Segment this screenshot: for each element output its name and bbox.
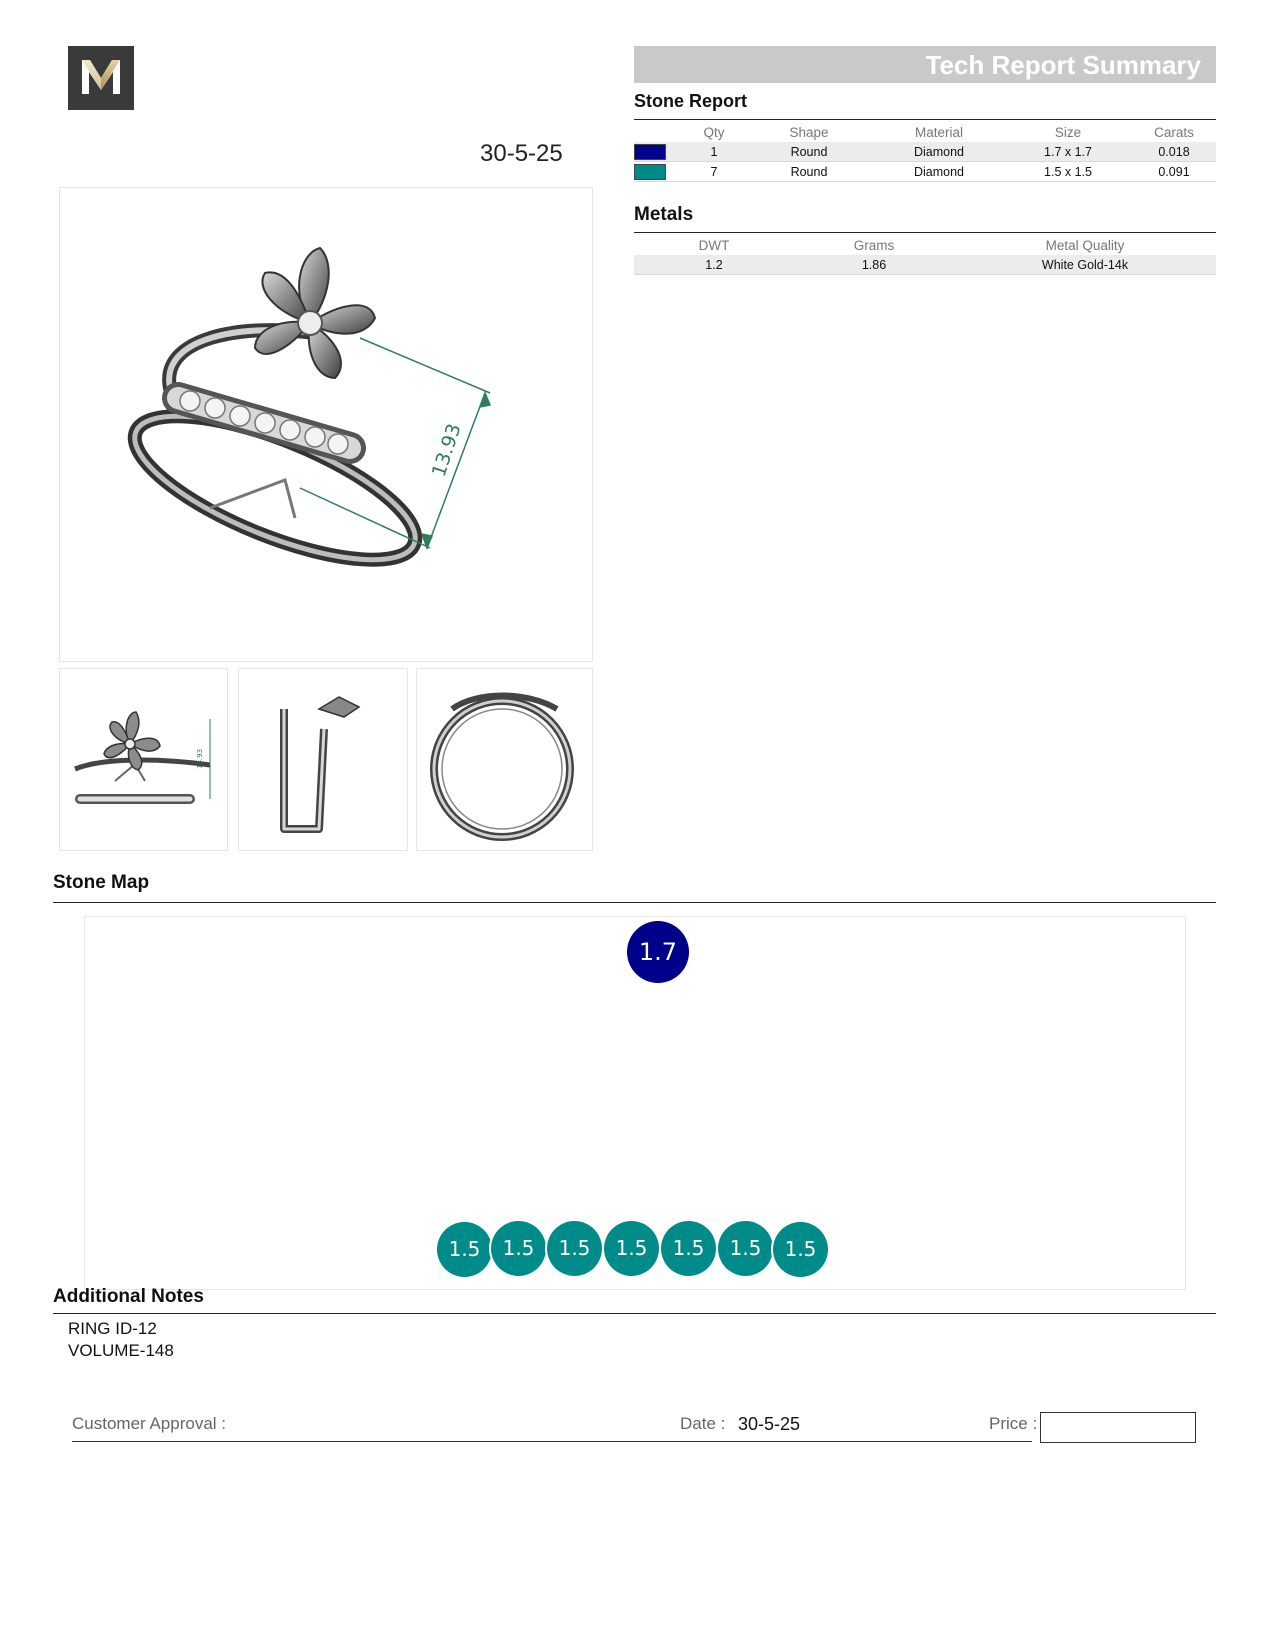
approval-date-value: 30-5-25 (738, 1414, 801, 1434)
stone-map-canvas (84, 916, 1186, 1290)
metals-table (634, 235, 1216, 275)
band-stone-marker: 1.5 (604, 1221, 659, 1276)
table-row (634, 255, 1216, 275)
additional-notes-title: Additional Notes (53, 1286, 204, 1307)
table-row (634, 162, 1216, 182)
stone-size: 1.7 x 1.7 (1004, 142, 1132, 162)
thumb-dimension-label: 13.93 (196, 748, 204, 769)
band-stone-marker: 1.5 (437, 1222, 492, 1277)
stone-qty: 7 (684, 162, 744, 182)
report-title: Tech Report Summary (925, 50, 1201, 80)
stone-color-swatch (634, 164, 666, 180)
stone-carats: 0.091 (1132, 162, 1216, 182)
stone-report-col-size: Size (1054, 124, 1082, 140)
metal-dwt: 1.2 (634, 255, 794, 275)
report-header-bar (634, 46, 1216, 83)
band-stone-marker: 1.5 (491, 1221, 546, 1276)
logo-m-mark (68, 46, 134, 110)
stone-map-title: Stone Map (53, 872, 150, 893)
ring-top-view-image (417, 669, 592, 850)
table-row (634, 142, 1216, 162)
stone-report-col-color (634, 122, 684, 142)
ring-perspective-image (60, 188, 592, 661)
customer-approval-label: Customer Approval : (72, 1414, 227, 1433)
approval-date-label: Date : (680, 1414, 726, 1433)
additional-notes-rule (53, 1313, 1216, 1314)
ring-side-view-image (239, 669, 407, 850)
metal-grams: 1.86 (794, 255, 954, 275)
metals-col-quality: Metal Quality (1045, 237, 1125, 253)
main-ring-render (59, 187, 593, 662)
metal-quality: White Gold-14k (954, 255, 1216, 275)
thumbnail-front-view (59, 668, 228, 851)
stone-report-col-qty: Qty (703, 124, 725, 140)
stone-report-table (634, 122, 1216, 182)
band-stone-marker: 1.5 (773, 1222, 828, 1277)
stone-material: Diamond (874, 162, 1004, 182)
stone-report-header-row (634, 122, 1216, 142)
metals-rule (634, 232, 1216, 233)
stone-shape: Round (744, 142, 874, 162)
metals-header-row (634, 235, 1216, 255)
note-line: VOLUME-148 (68, 1341, 174, 1360)
center-stone-marker: 1.7 (627, 921, 689, 983)
stone-report-col-shape: Shape (789, 124, 829, 140)
main-dimension-label: 13.93 (427, 421, 466, 480)
stone-material: Diamond (874, 142, 1004, 162)
band-stone-marker: 1.5 (661, 1221, 716, 1276)
additional-notes-body (68, 1318, 174, 1362)
company-logo (68, 46, 134, 110)
band-stone-marker: 1.5 (547, 1221, 602, 1276)
metals-col-grams: Grams (853, 237, 895, 253)
document-date: 30-5-25 (480, 140, 563, 167)
stone-report-col-material: Material (914, 124, 963, 140)
stone-map-rule (53, 902, 1216, 903)
customer-approval-signature-line[interactable] (72, 1441, 1032, 1442)
stone-qty: 1 (684, 142, 744, 162)
ring-front-view-image (60, 669, 227, 850)
stone-report-rule (634, 119, 1216, 120)
price-label: Price : (989, 1414, 1038, 1433)
thumbnail-side-view (238, 668, 408, 851)
metals-col-dwt: DWT (698, 237, 730, 253)
stone-carats: 0.018 (1132, 142, 1216, 162)
note-line: RING ID-12 (68, 1319, 157, 1338)
band-stone-marker: 1.5 (718, 1221, 773, 1276)
stone-size: 1.5 x 1.5 (1004, 162, 1132, 182)
price-field[interactable] (1040, 1412, 1196, 1443)
stone-report-col-carats: Carats (1154, 124, 1194, 140)
thumbnail-top-view (416, 668, 593, 851)
stone-color-swatch (634, 144, 666, 160)
stone-report-title: Stone Report (634, 91, 748, 111)
stone-shape: Round (744, 162, 874, 182)
metals-title: Metals (634, 204, 694, 225)
